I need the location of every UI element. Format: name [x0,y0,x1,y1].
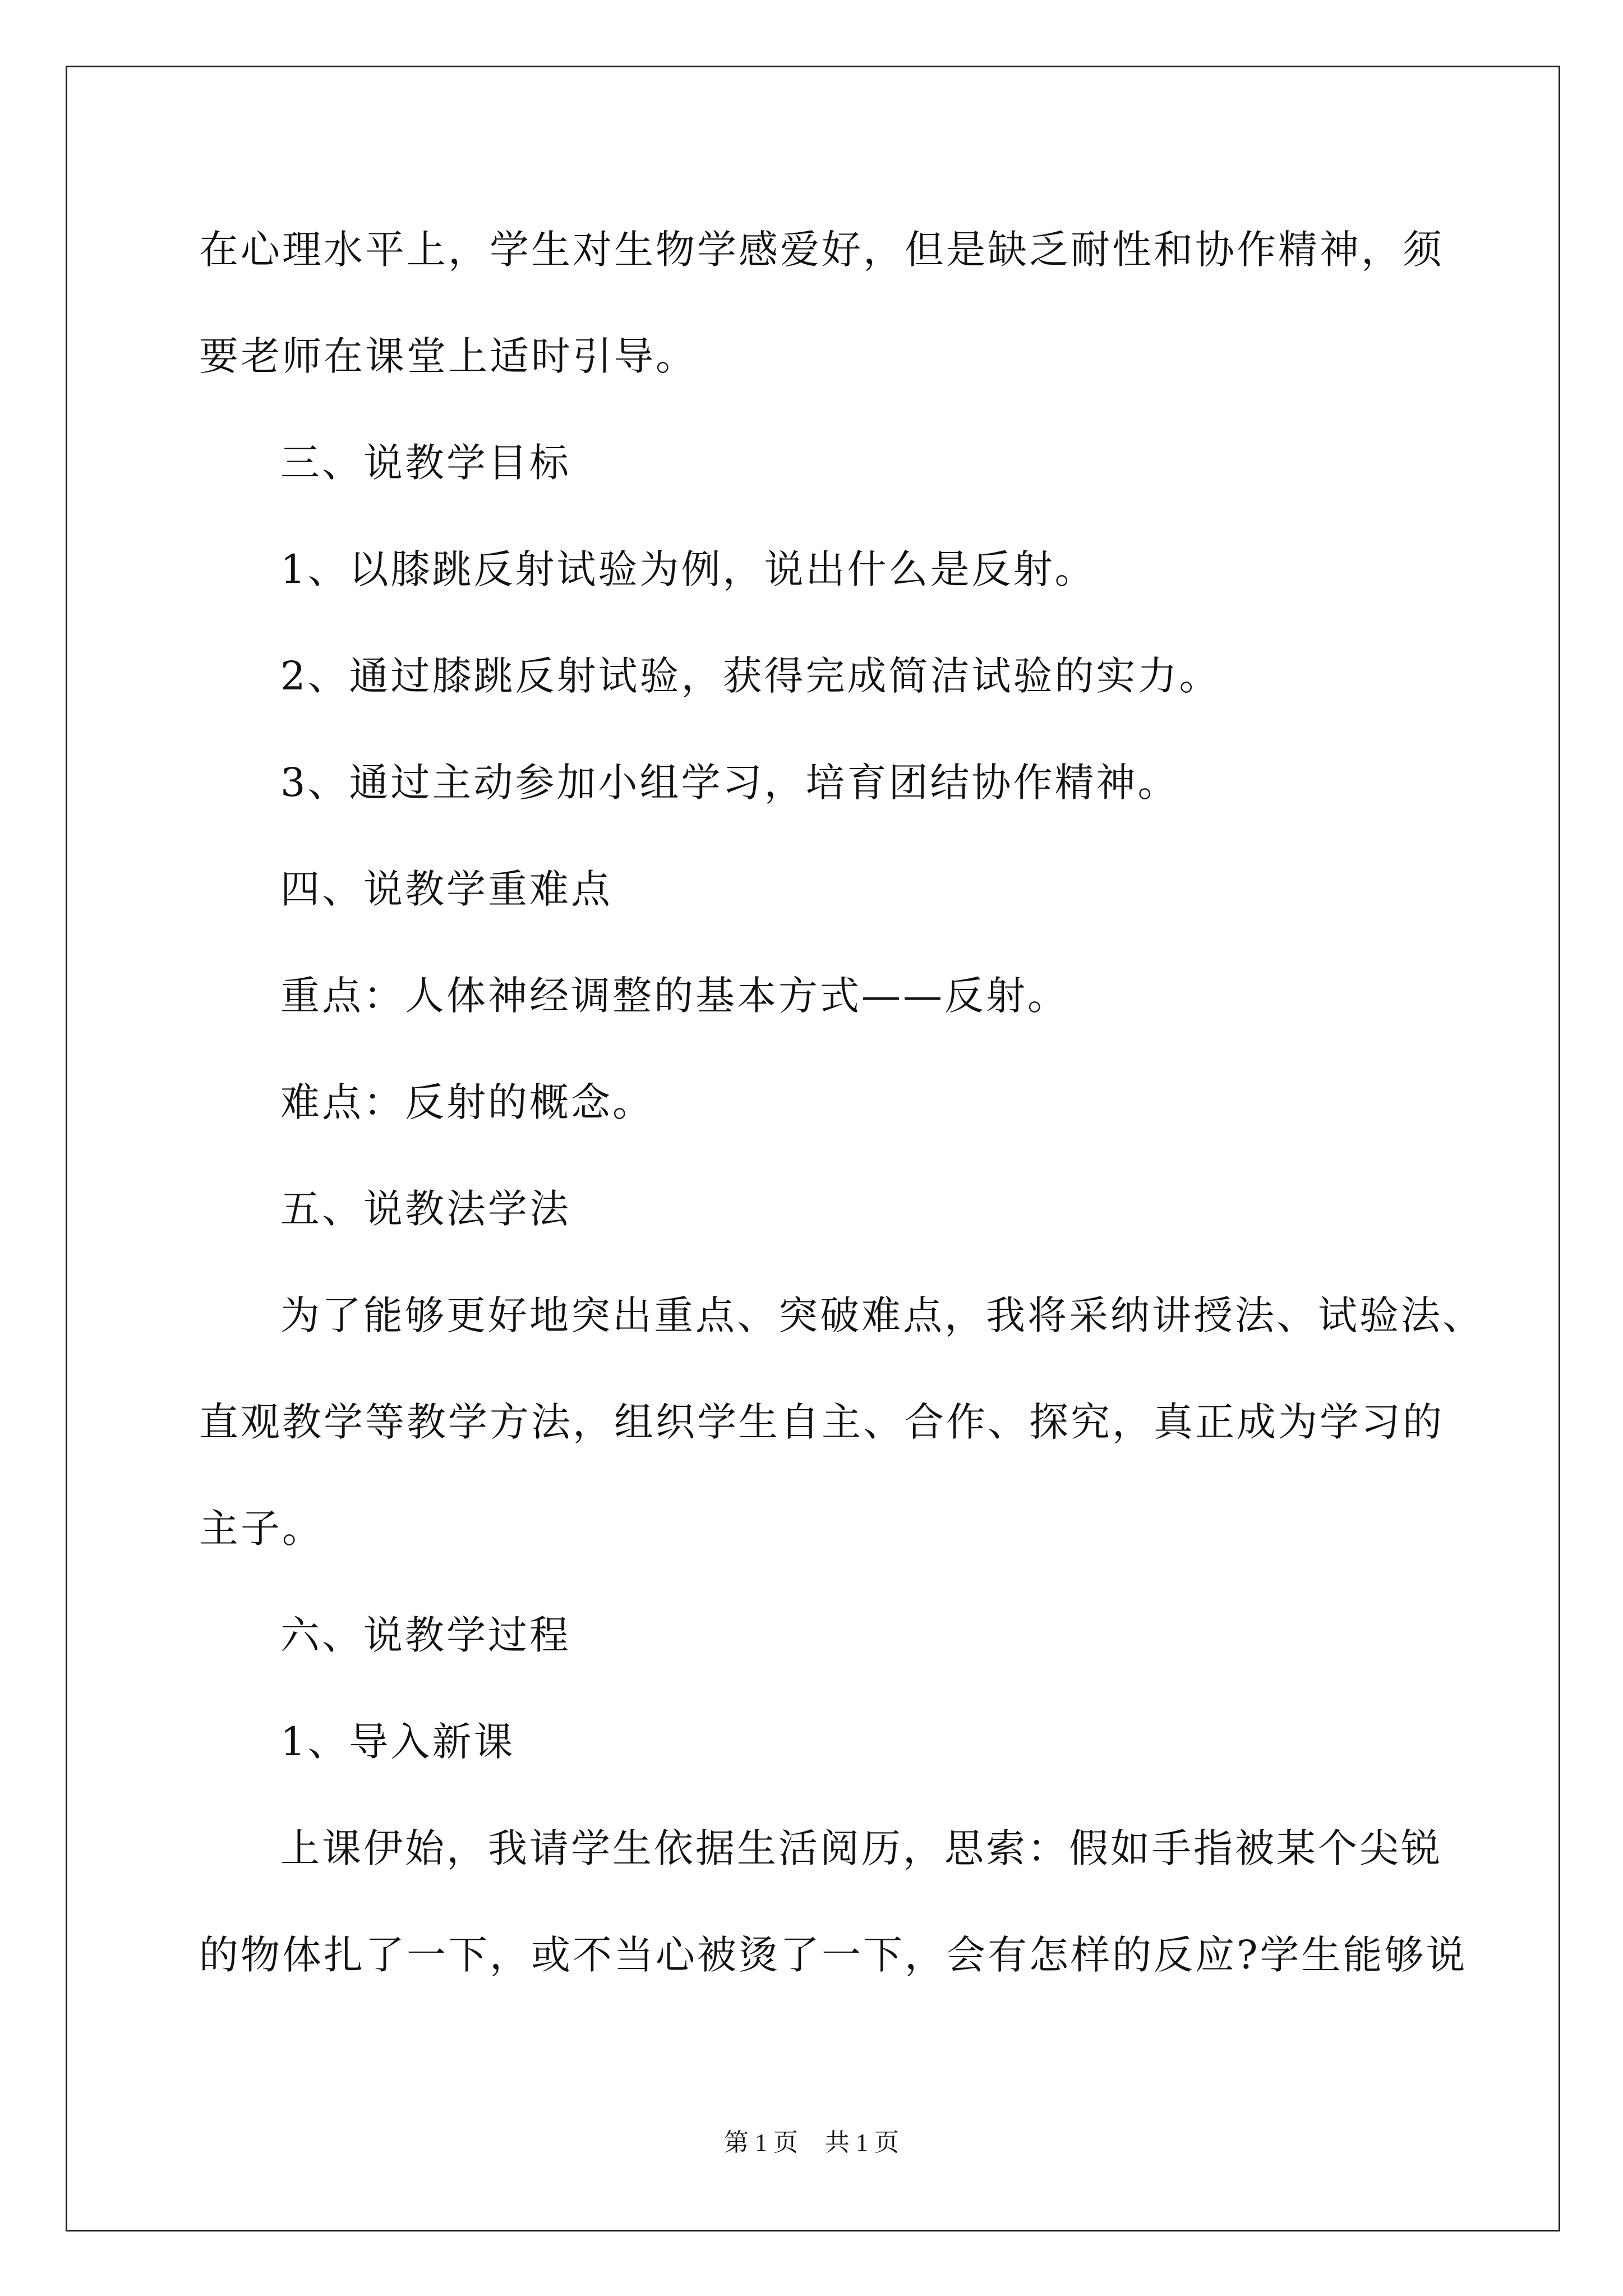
paragraph-line: 主子。 [199,1506,324,1552]
paragraph-line: 要老师在课堂上适时引导。 [199,333,697,379]
list-item: 1、导入新课 [280,1719,515,1765]
paragraph-line: 的物体扎了一下，或不当心被烫了一下，会有怎样的反应?学生能够说 [199,1932,1468,1978]
section-heading: 六、说教学过程 [280,1612,571,1658]
paragraph-line: 上课伊始，我请学生依据生活阅历，思索：假如手指被某个尖锐 [280,1825,1442,1871]
paragraph-line: 在心理水平上，学生对生物学感爱好，但是缺乏耐性和协作精神，须 [199,227,1444,273]
paragraph-line: 重点：人体神经调整的基本方式——反射。 [280,973,1069,1019]
list-item: 2、通过膝跳反射试验，获得完成简洁试验的实力。 [280,653,1221,699]
page-total: 共 1 页 [825,2129,899,2156]
section-heading: 三、说教学目标 [280,440,571,486]
section-heading: 五、说教法学法 [280,1186,571,1232]
paragraph-line: 难点：反射的概念。 [280,1079,654,1125]
list-item: 1、以膝跳反射试验为例，说出什么是反射。 [280,546,1096,592]
paragraph-line: 直观教学等教学方法，组织学生自主、合作、探究，真正成为学习的 [199,1399,1444,1445]
page-number: 第 1 页 [724,2129,798,2156]
page-border [66,66,1560,2231]
page-footer [0,2126,1623,2160]
section-heading: 四、说教学重难点 [280,866,612,912]
paragraph-line: 为了能够更好地突出重点、突破难点，我将采纳讲授法、试验法、 [280,1292,1484,1338]
list-item: 3、通过主动参加小组学习，培育团结协作精神。 [280,760,1179,806]
